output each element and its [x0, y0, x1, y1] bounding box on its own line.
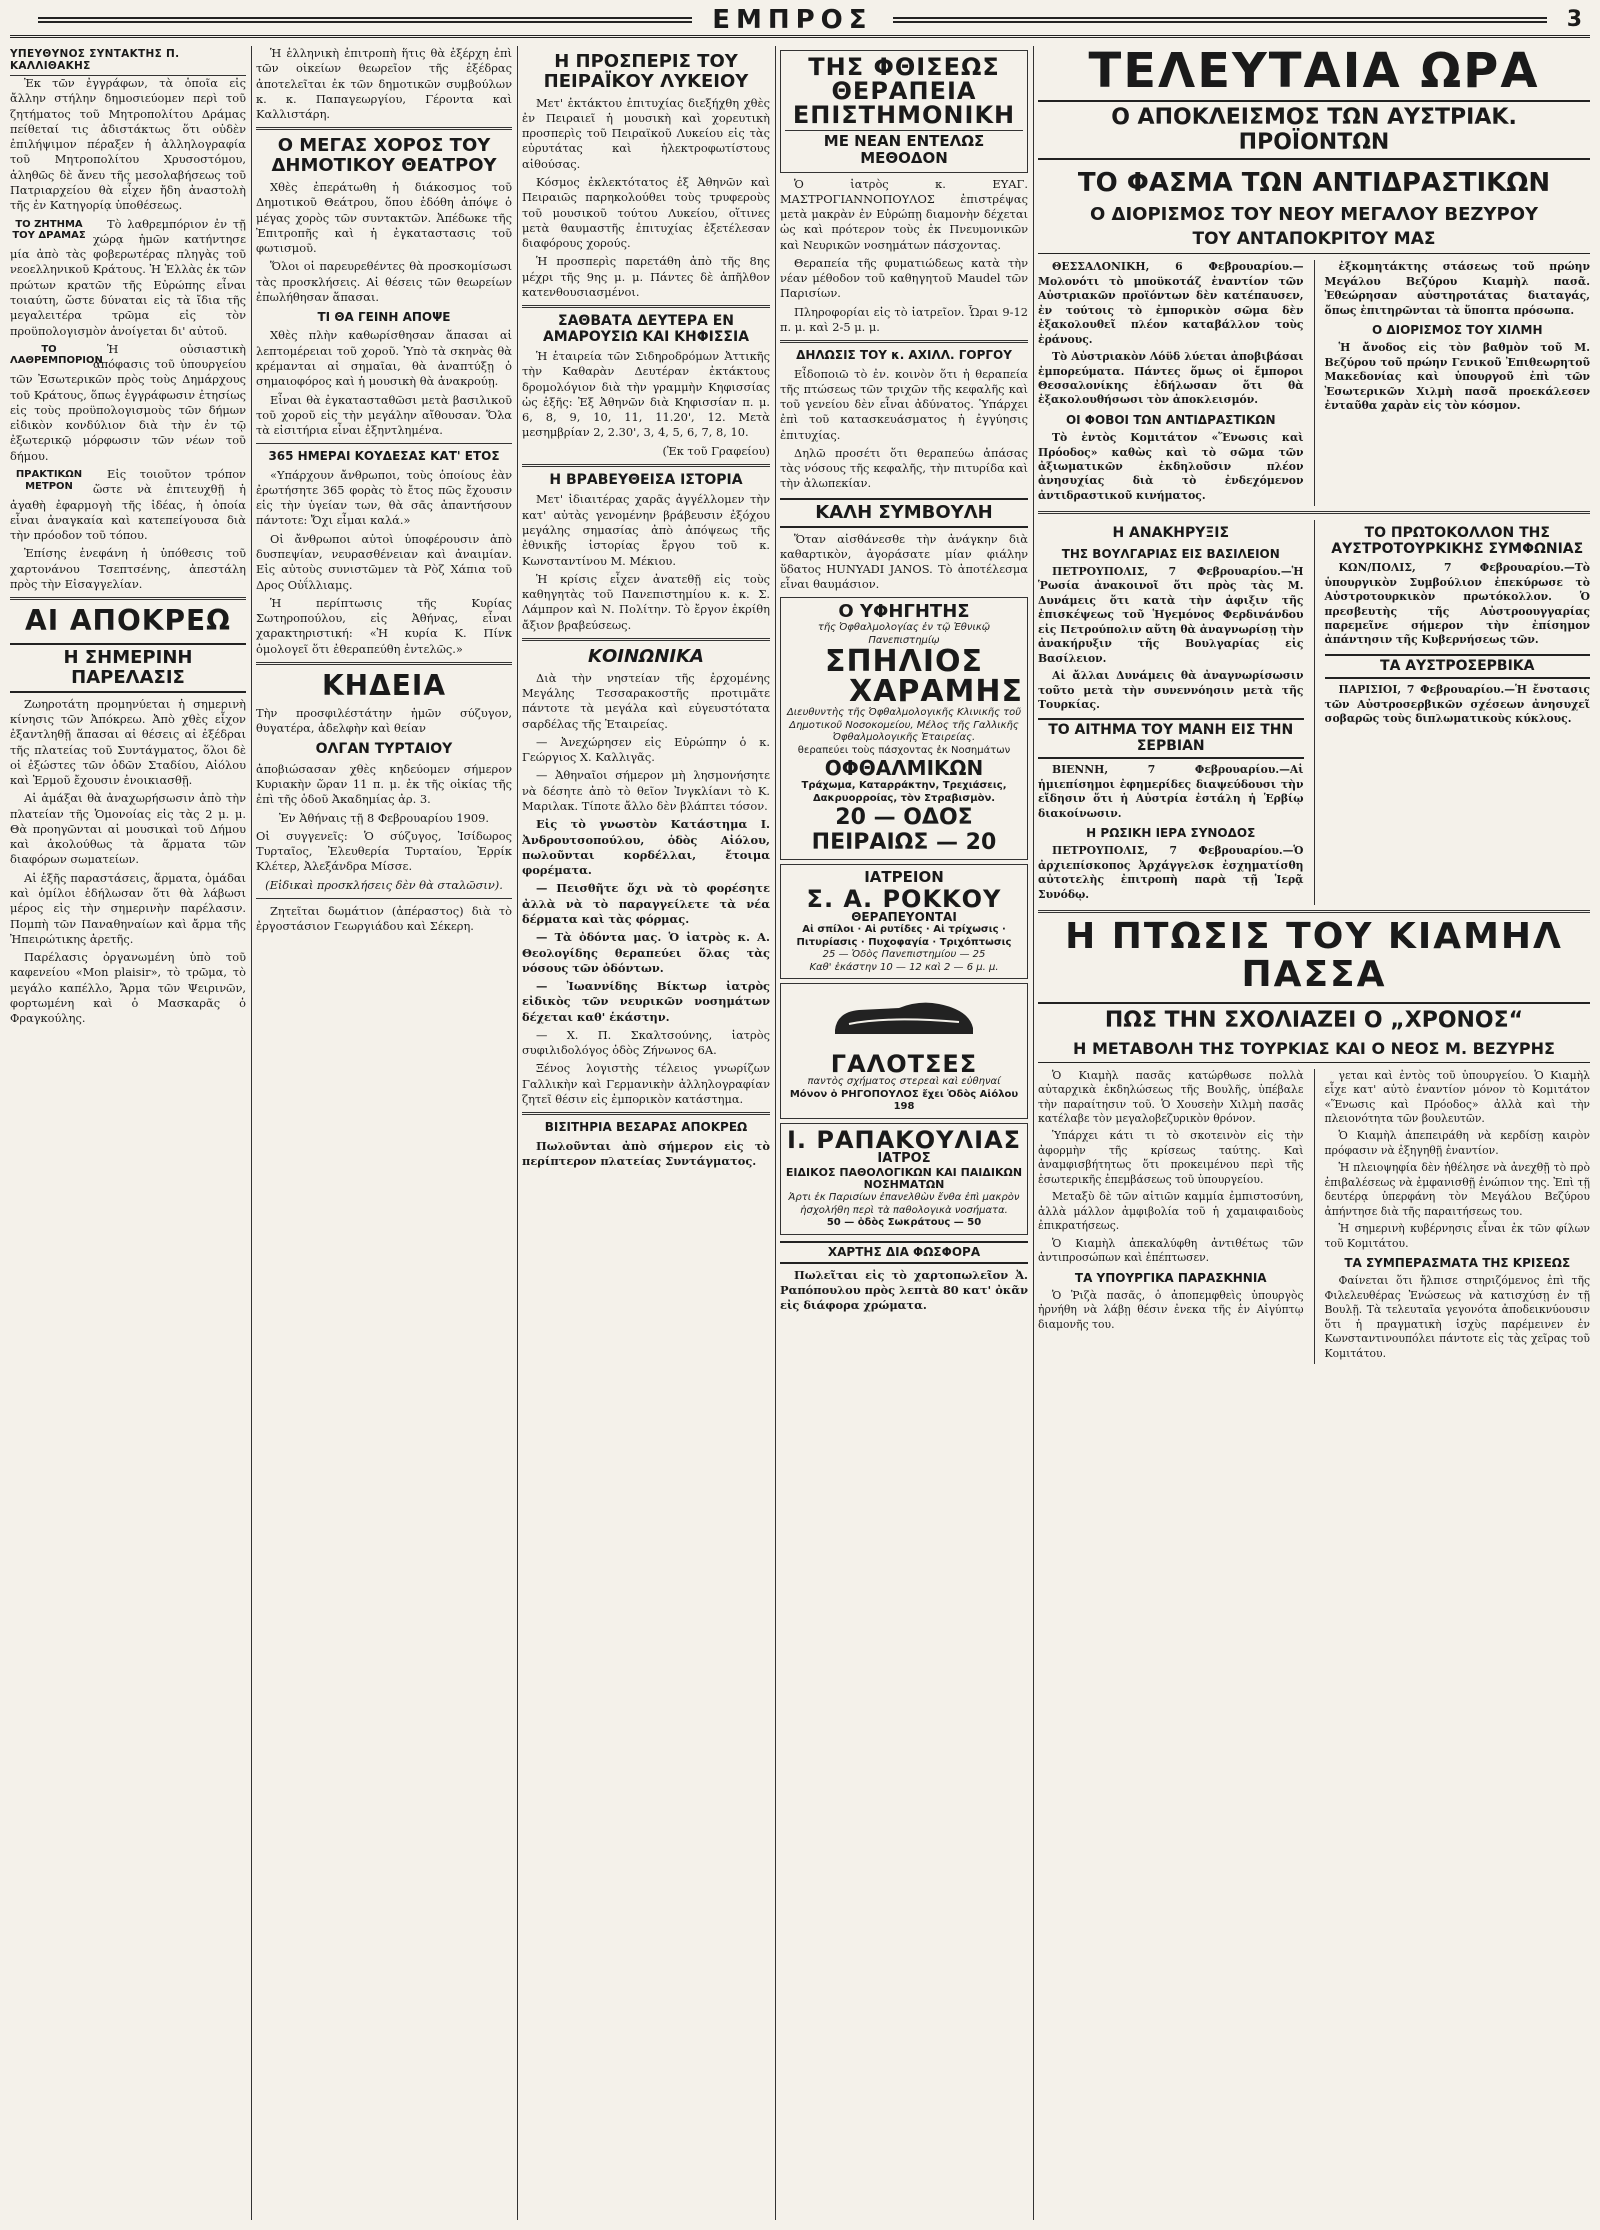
section-rule	[780, 340, 1028, 343]
article-paragraph: Τὸ λαθρεμπόριον ἐν τῇ χώρᾳ ἡμῶν κατήντησε μία ἀπὸ τὰς φοβερωτέρας πληγὰς τοῦ νεοελληνικοῦ Κράτους. Ἡ Ἑλλὰς ἐκ τῶν πρώτων κρατῶν τῆς Εὐρώπης εἶναι τοιαύτη, ὥστε δύναται εἰς τὰ ἴδια τῆς μεγαλειτέρα τρῶμα εἰς τὸν προϋπολογισμὸν ἀνοίγεται δι' αὐτοῦ.	[10, 216, 246, 338]
article-paragraph: Ὑπάρχει κάτι τι τὸ σκοτεινὸν εἰς τὴν ἀφορμὴν τῆς κρίσεως ταύτης. Καὶ ἀναμφισβήτητως ὅτι προκειμένου περὶ τῆς ἐσωτερικῆς ἐπεμβάσεως τοῦ ὑπουργείου.	[1038, 1129, 1304, 1186]
obituary-name: ΟΛΓΑΝ ΤΥΡΤΑΙΟΥ	[315, 741, 453, 758]
article-subtitle: Η ΜΕΤΑΒΟΛΗ ΤΗΣ ΤΟΥΡΚΙΑΣ ΚΑΙ Ο ΝΕΟΣ Μ. ΒΕΖΥΡΗΣ	[1038, 1039, 1590, 1063]
article-paragraph: Αἱ ἑξῆς παραστάσεις, ἅρματα, ὁμάδαι καὶ ὁμίλοι ἐδήλωσαν ὅτι θὰ λάβωσι μέρος εἰς τὴν σημερινὴν παρέλασιν. Πομπὴ τῶν Παναθηναίων καὶ ἄρμα τῆς Ἠπειρώτικης ἀρετῆς.	[10, 870, 246, 946]
article-paragraph: Δηλῶ προσέτι ὅτι θεραπεύω ἀπάσας τὰς νόσους τῆς κεφαλῆς, τὴν πιτυρίδα καὶ τὴν ἀλωπεκίαν.	[780, 445, 1028, 491]
article-paragraph: Χθὲς πλὴν καθωρίσθησαν ἅπασαι αἱ λεπτομέρειαι τοῦ χοροῦ. Ὑπὸ τὰ σκηνὰς θὰ κρέμανται αἱ σημαῖαι, θὰ ἀναπτύξῃ ὁ σημαιοφόρος καὶ ἡ μουσικὴ θὰ ἀνακρούῃ.	[256, 328, 512, 389]
ad-subheadline: ΜΕ ΝΕΑΝ ΕΝΤΕΛΩΣ ΜΕΘΟΔΟΝ	[785, 130, 1023, 168]
section-heading: ΧΑΡΤΗΣ ΔΙΑ ΦΩΣΦΟΡΑ	[780, 1241, 1028, 1264]
obituary-relatives: Οἱ συγγενεῖς: Ὁ σύζυγος, Ἰσίδωρος Τυρταῖος, Ἐλευθερία Τυρταίου, Ἑρρίκ Κλέτερ, Ἀλεξάνδρα Μίσσε.	[256, 828, 512, 874]
article-paragraph: — Ἀνεχώρησεν εἰς Εὐρώπην ὁ κ. Γεώργιος Χ. Καλλιγᾶς.	[522, 734, 770, 765]
ad-line: Ἀρτι ἐκ Παρισίων ἐπανελθὼν ἔνθα ἐπὶ μακρὸν ἠσχολήθη περὶ τὰ παθολογικὰ νοσήματα.	[788, 1192, 1020, 1216]
bold-notice: — Ἰωαννίδης Βίκτωρ ἰατρὸς εἰδικὸς τῶν νευρικῶν νοσημάτων δέχεται καθ' ἑκάστην.	[522, 979, 770, 1024]
article-paragraph: Ἡ ἑταιρεία τῶν Σιδηροδρόμων Ἀττικῆς τὴν Καθαρὰν Δευτέραν ἐκτάκτους δρομολόγιον διὰ τὴν γραμμὴν Κηφισσίας ὡς ἑξῆς: Ἐξ Ἀθηνῶν διὰ Κηφισσίαν π. μ. 6, 8, 9, 10, 11, 11.20', 12. Μετὰ μεσημβρίαν 2, 2.30', 3, 4, 5, 6, 7, 8, 10.	[522, 349, 770, 440]
ad-text: Θεραπεία τῆς φυματιώδεως κατὰ τὴν νέαν μέθοδον τοῦ καθηγητοῦ Maudel τῶν Παρισίων.	[780, 255, 1028, 301]
article-paragraph: Μετ' ἰδιαιτέρας χαρᾶς ἀγγέλλομεν τὴν κατ' αὐτὰς γενομένην βράβευσιν ἐξόχου μεγάλης σημασίας ἀπὸ ἀπόψεως τῆς ἐθνικῆς ἱστορίας ἔργου τοῦ κ. Κωνσταντίνου Μ. Μέκιου.	[522, 492, 770, 568]
column-rule	[1033, 46, 1034, 2220]
section-subheading: ΤΑ ΥΠΟΥΡΓΙΚΑ ΠΑΡΑΣΚΗΝΙΑ	[1074, 1270, 1267, 1285]
section-heading: Ο ΜΕΓΑΣ ΧΟΡΟΣ ΤΟΥ ΔΗΜΟΤΙΚΟΥ ΘΕΑΤΡΟΥ	[271, 135, 497, 177]
side-heading: ΤΟ ΛΑΘΡΕΜΠΟΡΙΟΝ	[10, 343, 103, 367]
ad-line: θεραπεύει τοὺς πάσχοντας ἐκ Νοσημάτων	[797, 744, 1011, 756]
bold-notice: Εἰς τὸ γνωστὸν Κατάστημα Ι. Ἀνδρουτσοπούλου, ὁδὸς Αἰόλου, πωλοῦνται κορδέλλαι, ἔτοιμα φορέματα.	[522, 817, 770, 878]
article-paragraph: — Ἀθηναῖοι σήμερον μὴ λησμονήσητε νὰ δέσητε ἀπὸ τὸ θεῖον Ἰνγκλίανι τὸ Κ. Μαριλακ. Τίποτε ἄλλο δὲν βλάπτει τόσον.	[522, 768, 770, 813]
kiamil-headline-block	[1038, 918, 1590, 1063]
ad-line: ΟΦΘΑΛΜΙΚΩΝ	[824, 756, 984, 781]
article-paragraph: Αἱ ἁμάξαι θὰ ἀναχωρήσωσιν ἀπὸ τὴν πλατείαν τῆς Ὁμονοίας εἰς τὰς 2 μ. μ. Θὰ προηγῶνται αἱ μουσικαὶ τοῦ Δήμου καὶ ἀκολούθως τὰ ἅρματα τῶν διαφόρων σωματείων.	[10, 791, 246, 867]
lead-subtitle: Ο ΑΠΟΚΛΕΙΣΜΟΣ ΤΩΝ ΑΥΣΤΡΙΑΚ. ΠΡΟΪΟΝΤΩΝ	[1038, 100, 1590, 160]
bold-notice: Πωλεῖται εἰς τὸ χαρτοπωλεῖον Ἀ. Ραπόπουλου πρὸς λεπτὰ 80 κατ' ὀκᾶν εἰς διάφορα χρώματα.	[780, 1267, 1028, 1313]
dispatch-paragraph: ἐξκομητάκτης στάσεως τοῦ πρώην Μεγάλου Βεζύρου Κιαμὴλ πασᾶ. Ἐθεώρησαν αὐστηροτάτας διαταγάς, ὅπως ἐπιτηρῶνται τὰ ὕποπτα πρόσωπα.	[1324, 260, 1590, 317]
article-paragraph: — Χ. Π. Σκαλτσούνης, ἰατρὸς συφιλιδολόγος ὁδὸς Ζήνωνος 6Α.	[522, 1027, 770, 1058]
ad-name: Ι. ΡΑΠΑΚΟΥΛΙΑΣ	[786, 1125, 1022, 1154]
tuberculosis-ad	[780, 50, 1028, 173]
bold-notice: — Τὰ ὀδόντα μας. Ὁ ἰατρὸς κ. Α. Θεολογίδης θεραπεύει ὅλας τὰς νόσους τῶν ὀδόντων.	[522, 930, 770, 975]
obituary-text: ἀποβιώσασαν χθὲς κηδεύομεν σήμερον Κυριακὴν ὥραν 11 π. μ. ἐκ τῆς οἰκίας τῆς ἐπὶ τῆς ὁδοῦ Ἀκαδημίας ἀρ. 3.	[256, 761, 512, 807]
news-subcolumn	[1038, 520, 1304, 905]
column-4	[780, 46, 1028, 2220]
ad-text: Πληροφορίαι εἰς τὸ ἰατρεῖον. Ὧραι 9-12 π. μ. καὶ 2-5 μ. μ.	[780, 304, 1028, 335]
obituary-text: Τὴν προσφιλέστάτην ἡμῶν σύζυγον, θυγατέρα, ἀδελφὴν καὶ θείαν	[256, 705, 512, 736]
lead-subtitle: ΤΟ ΦΑΣΜΑ ΤΩΝ ΑΝΤΙΔΡΑΣΤΙΚΩΝ	[1077, 168, 1551, 199]
article-paragraph: Μεταξὺ δὲ τῶν αἰτιῶν καμμία ἐμπιστοσύνη, ἀλλὰ μάλλον ἀμφιβολία τοῦ ἡ χαμαιφαιδοὺς ἐπικρατήσεως.	[1038, 1190, 1304, 1233]
obituary-date: Ἐν Ἀθήναις τῇ 8 Φεβρουαρίου 1909.	[278, 810, 490, 825]
dispatch-paragraph: ΚΩΝ/ΠΟΛΙΣ, 7 Φεβρουαρίου.—Τὸ ὑπουργικὸν Συμβούλιον ἐπεκύρωσε τὸ Αὐστροτουρκικὸν πρωτόκολλον. Ὁ πρεσβευτὴς τῆς Αὐστροουγγαρίας παρεμεῖνε σήμερον τὴν ἐπίσημον ἀπάντησιν τῆς Κυβερνήσεως τῶν.	[1324, 561, 1590, 647]
section-heading: ΔΗΛΩΣΙΣ ΤΟΥ κ. ΑΧΙΛΛ. ΓΟΡΓΟΥ	[796, 348, 1012, 363]
dispatch-paragraph: Αἱ ἄλλαι Δυνάμεις θὰ ἀναγνωρίσωσιν τοῦτο μετὰ τὴν συνεννόησιν μετὰ τῆς Τουρκίας.	[1038, 669, 1304, 712]
news-subcolumn	[1325, 260, 1591, 506]
ad-line: Μόνον ὁ ΡΗΓΟΠΟΥΛΟΣ ἔχει Ὁδὸς Αἰόλου 198	[789, 1088, 1019, 1113]
ad-line: τῆς Ὀφθαλμολογίας ἐν τῷ Ἐθνικῷ Πανεπιστημίῳ	[817, 622, 991, 646]
section-rule	[256, 662, 512, 665]
editor-byline: ΥΠΕΥΘΥΝΟΣ ΣΥΝΤΑΚΤΗΣ Π. ΚΑΛΛΙΘΑΚΗΣ	[10, 46, 246, 76]
dispatch-paragraph: ΘΕΣΣΑΛΟΝΙΚΗ, 6 Φεβρουαρίου.—Μολονότι τὸ μποϋκοτάζ ἐναντίον τῶν Αὐστριακῶν προϊόντων δὲν κατέπαυσεν, ἐν τούτοις τὸ ἐμπορικὸν σῶμα δὲν ἐξακολουθεῖ πλέον καταβάλλον τοὺς ἐράνους.	[1038, 260, 1304, 346]
masthead-rule	[893, 17, 1547, 23]
article-paragraph: Ὁ Κιαμὴλ πασᾶς κατώρθωσε πολλὰ αὐταρχικὰ ἐκδηλώσεως τῆς Βουλῆς, ὑπέβαλε τὴν παραίτησιν τοῦ. Ὁ Χουσεὴν Χιλμὴ πασᾶς κατέλαβε τὸν μεγαλοβεζυρικὸν θρόνον.	[1038, 1068, 1304, 1126]
signature: (Ἐκ τοῦ Γραφείου)	[662, 443, 770, 458]
article-paragraph: Εἶδοποιῶ τὸ ἐν. κοινὸν ὅτι ἡ θεραπεία τῆς πτώσεως τῶν τριχῶν τῆς κεφαλῆς καὶ τοῦ γενείου δὲν εἶναι ἀδύνατος. Ὑπάρχει ἐπὶ τοῦ κατασκευάσματος ἡ ἐγγύησις ἐπιτυχίας.	[780, 366, 1028, 442]
article-paragraph: Ἡ κρίσις εἶχεν ἀνατεθῇ εἰς τοὺς καθηγητὰς τοῦ Πανεπιστημίου κ. κ. Σ. Λάμπρον καὶ Ν. Πολίτην. Τὸ ἔργον ἐκρίθη ἄξιον βραβεύσεως.	[522, 571, 770, 632]
article-paragraph: Ἐκ τῶν ἐγγράφων, τὰ ὁποῖα εἰς ἄλλην στήλην δημοσιεύομεν περὶ τοῦ ζητήματος τοῦ Μητροπολίτου Δράμας πείθεταί τις ἀδιστάκτως ὅτι οὐδὲν ἐπιλήψιμον πέραξεν ἡ ἀλληλογραφία τοῦ Μητροπολίτου Χρυσοστόμου, ἀληθῶς δὲ ἄνευ τῆς μεσολαβήσεως τοῦ Πατριαρχείου θὰ εἶχεν ἤδη ἀναστολὴ τῆς ἐν Κατηγορίᾳ ὑποθέσεως.	[10, 76, 246, 213]
section-heading: ΣΑΘΒΑΤΑ ΔΕΥΤΕΡΑ ΕΝ ΑΜΑΡΟΥΣΙΩ ΚΑΙ ΚΗΦΙΣΣΙΑ	[542, 313, 750, 345]
article-paragraph: Ὅταν αἰσθάνεσθε τὴν ἀνάγκην διὰ καθαρτικὸν, ἀγοράσατε μίαν φιάλην ὕδατος HUNYADI JANOS. Τὸ ἀποτέλεσμα εἶναι θαυμάσιον.	[780, 531, 1028, 592]
article-paragraph: Εἰς τοιοῦτον τρόπον ὥστε νὰ ἐπιτευχθῇ ἡ ἀγαθὴ ἐφαρμογὴ τῆς ἰδέας, ἡ ὁποία εἶναι ἀναγκαία καὶ κατεπείγουσα διὰ τὴν πρόοδον τοῦ τόπου.	[10, 467, 246, 543]
section-rule	[256, 898, 512, 899]
section-rule	[522, 638, 770, 641]
section-rule	[522, 1112, 770, 1115]
ad-name: Σ. Α. ΡΟΚΚΟΥ	[806, 884, 1002, 913]
ad-line: παντὸς σχήματος στερεαὶ καὶ εὐθηναί	[807, 1076, 1001, 1088]
article-paragraph: Παρέλασις ὀργανωμένη ὑπὸ τοῦ καφενείου «Mon plaisir», τὸ τρῶμα, τὸ μεγάλο καπέλλο, Ἄρμα τῶν Ψειρινῶν, φορτωμένη καὶ ὁ Μασκαρᾶς ὁ Φραγκούλης.	[10, 950, 246, 1026]
ad-line: ΕΙΔΙΚΟΣ ΠΑΘΟΛΟΓΙΚΩΝ ΚΑΙ ΠΑΙΔΙΚΩΝ ΝΟΣΗΜΑΤΩΝ	[785, 1165, 1023, 1192]
ophthalmologist-ad	[780, 597, 1028, 861]
bold-notice: — Πεισθῆτε ὅχι νὰ τὸ φορέσητε ἀλλὰ νὰ τὸ παραγγείλετε τὰ νέα δέρματα καὶ τὰς φόρμας.	[522, 881, 770, 926]
section-heading: ΚΟΙΝΩΝΙΚΑ	[588, 645, 704, 667]
column-3	[522, 46, 770, 2220]
section-heading: ΒΙΣΙΤΗΡΙΑ ΒΕΣΑΡΑΣ ΑΠΟΚΡΕΩ	[544, 1120, 748, 1135]
section-subheading: ΤΙ ΘΑ ΓΕΙΝΗ ΑΠΟΨΕ	[317, 310, 451, 325]
article-paragraph: Χθὲς ἐπεράτωθη ἡ διάκοσμος τοῦ Δημοτικοῦ Θεάτρου, ὅπου ἐδόθη ἀπόψε ὁ μέγας χορὸς τῶν συντακτῶν. Ἀπέδωκε τῆς Ἐπιτροπῆς καὶ ἡ ἐγκαταστασις τοῦ φωτισμοῦ.	[256, 180, 512, 256]
article-paragraph: Ἡ προσπερὶς παρετάθη ἀπὸ τῆς 8ης μέχρι τῆς 9ης μ. μ. Πάντες δὲ ἀπῆλθον κατενθουσιασμένοι.	[522, 254, 770, 299]
article-paragraph: Ὁ Κιαμὴλ ἀπεκαλύφθη ἀντιθέτως τῶν ἀντιπροσώπων καὶ ἐπέπτωσεν.	[1038, 1236, 1304, 1265]
dispatch-paragraph: Ἡ ἄνοδος εἰς τὸν βαθμὸν τοῦ Μ. Βεζύρου τοῦ πρώην Γενικοῦ Ἐπιθεωρητοῦ Μακεδονίας καὶ ὑπουργοῦ ἐπὶ τῶν Ἐσωτερικῶν Χιλμὴ πασᾶ προεκάλεσεν ἐνταῦθα χαρὰν εἰς τὸν κόσμον.	[1324, 341, 1590, 413]
section-subheading: ΟΙ ΦΟΒΟΙ ΤΩΝ ΑΝΤΙΔΡΑΣΤΙΚΩΝ	[1065, 412, 1276, 427]
section-rule	[1038, 511, 1590, 514]
column-rule	[251, 46, 252, 2220]
article-paragraph: Ἡ οὐσιαστικὴ ἀπόφασις τοῦ ὑπουργείου τῶν Ἐσωτερικῶν πρὸς τοὺς Δημάρχους τοῦ Κράτους, ὅπως ἐγγράφωσιν ἐτησίως εἰς τοὺς προϋπολογισμοὺς τῶν δήμων εἰδικὸν κονδύλιον διὰ τὴν ἐν τῷ ἐξωτερικῷ μόρφωσιν τῶν νέων τοῦ δήμου.	[10, 341, 246, 463]
article-paragraph: Μετ' ἐκτάκτου ἐπιτυχίας διεξήχθη χθὲς ἐν Πειραιεῖ ἡ μουσικὴ καὶ χορευτικὴ προσπερὶς τοῦ Πειραϊκοῦ Λυκείου εἰς τὰς εὐρυτάτας καὶ ἡλεκτροφωτίστους αἰθούσας.	[522, 95, 770, 171]
article-paragraph: Διὰ τὴν νηστείαν τῆς ἐρχομένης Μεγάλης Τεσσαρακοστῆς προτιμᾶτε πάντοτε τὰ μεγάλα καὶ εὐγευστότατα σαρδέλας τῆς Ἐταιρείας.	[522, 670, 770, 731]
lead-subtitle: Ο ΔΙΟΡΙΣΜΟΣ ΤΟΥ ΝΕΟΥ ΜΕΓΑΛΟΥ ΒΕΖΥΡΟΥ	[1089, 204, 1539, 226]
section-heading: ΤΟ ΠΡΩΤΟΚΟΛΛΟΝ ΤΗΣ ΑΥΣΤΡΟΤΟΥΡΚΙΚΗΣ ΣΥΜΦΩΝΙΑΣ	[1331, 525, 1584, 557]
masthead-rule	[38, 17, 692, 23]
article-paragraph: Ἡ σημερινὴ κυβέρνησις εἶναι ἐκ τῶν φίλων τοῦ Κομιτάτου.	[1324, 1222, 1590, 1250]
news-two-column	[1038, 520, 1590, 905]
ad-text: Ὁ ἰατρὸς κ. ΕΥΑΓ. ΜΑΣΤΡΟΓΙΑΝΝΟΠΟΥΛΟΣ ἐπιστρέψας μετὰ μακρὰν ἐν Εὐρώπῃ διαμονὴν δέχεται ὡς καὶ πρότερον τοὺς ἐκ Πνευμονικῶν καὶ Νευρικῶν νοσημάτων πάσχοντας.	[780, 176, 1028, 252]
lead-headline-block	[1038, 46, 1590, 254]
column-rule	[1314, 1069, 1315, 1364]
dispatch-paragraph: Τὸ Αὐστριακὸν Λόϋδ λύεται ἀποβιβάσαι ἐμπορεύματα. Πάντες ὅμως οἱ ἔμποροι Θεσσαλονίκης ἐδήλωσαν ὅτι θὰ ἐξακολουθήσωσι τὸν ἀποκλεισμόν.	[1038, 350, 1304, 407]
side-heading: ΤΟ ΖΗΤΗΜΑ ΤΟΥ ΔΡΑΜΑΣ	[12, 218, 86, 242]
masthead	[10, 4, 1590, 38]
ad-name: ΣΠΗΛΙΟΣ	[824, 644, 984, 680]
ad-line: Αἱ σπίλοι · Αἱ ρυτίδες · Αἱ τρίχωσις · Πιτυρίασις · Πυχοφαγία · Τριχόπτωσις	[796, 924, 1012, 948]
ad-line: ΙΑΤΡΕΙΟΝ	[864, 868, 944, 887]
ad-headline: ΤΗΣ ΦΘΙΣΕΩΣ ΘΕΡΑΠΕΙΑ ΕΠΙΣΤΗΜΟΝΙΚΗ	[792, 53, 1016, 129]
ad-address: 20 — ΟΔΟΣ ΠΕΙΡΑΙΩΣ — 20	[811, 805, 997, 856]
section-subheading: ΤΑ ΣΥΜΠΕΡΑΣΜΑΤΑ ΤΗΣ ΚΡΙΣΕΩΣ	[1344, 1256, 1571, 1271]
column-rule	[1314, 520, 1315, 905]
obituary-heading: ΚΗΔΕΙΑ	[321, 668, 446, 702]
article-paragraph: Ἡ περίπτωσις τῆς Κυρίας Σωτηροπούλου, εἰς Ἀθήνας, εἶναι χαρακτηριστική: «Ἡ κυρία Κ. Πίνκ ὁμολογεῖ ὅτι ἐθεραπεύθη ἐντελῶς.»	[256, 595, 512, 656]
article-paragraph: Ὁ Κιαμὴλ ἀπεπειράθη νὰ κερδίσῃ καιρὸν πρόφασιν νὰ ἐξηγηθῇ ἐναντίον.	[1324, 1129, 1590, 1157]
lead-subtitle: ΤΟΥ ΑΝΤΑΠΟΚΡΙΤΟΥ ΜΑΣ	[1038, 229, 1590, 254]
news-subcolumn	[1038, 1069, 1304, 1364]
side-heading: ΠΡΑΚΤΙΚΩΝ ΜΕΤΡΟΝ	[15, 469, 83, 492]
dispatch-paragraph: Τὸ ἐντὸς Κομιτάτον «Ἕνωσις καὶ Πρόοδος» καθὼς καὶ τὸ σῶμα τῶν ἀξιωματικῶν ἐκδηλοῦσιν πλέον ἀνησυχίας διὰ τὸ ἐνδεχόμενον ἀντιδραστικοῦ κινήματος.	[1038, 431, 1304, 502]
dispatch-paragraph: ΠΑΡΙΣΙΟΙ, 7 Φεβρουαρίου.—Ἡ ἔνστασις τῶν Αὐστροσερβικῶν σχέσεων ἀνησυχεῖ σοβαρῶς τοὺς διπλωματικοὺς κύκλους.	[1324, 683, 1590, 726]
section-heading: Η ΒΡΑΒΕΥΘΕΙΣΑ ΙΣΤΟΡΙΑ	[549, 472, 743, 488]
section-rule	[522, 464, 770, 467]
ad-line: Ο ΥΦΗΓΗΤΗΣ	[838, 600, 970, 622]
section-heading: Η ΡΩΣΙΚΗ ΙΕΡΑ ΣΥΝΟΔΟΣ	[1086, 826, 1256, 841]
bold-notice: Πωλοῦνται ἀπὸ σήμερον εἰς τὸ περίπτερον πλατείας Συντάγματος.	[522, 1138, 770, 1168]
obituary-note: (Εἰδικαὶ προσκλήσεις δὲν θὰ σταλῶσιν).	[265, 877, 503, 892]
column-rule	[775, 46, 776, 2220]
article-paragraph: Οἱ ἄνθρωποι αὐτοὶ ὑποφέρουσιν ἀπὸ δυσπεψίαν, νευρασθένειαν καὶ ἀναιμίαν. Εἰς αὐτοὺς συνιστῶμεν τὰ Ρὸζ Χάπια τοῦ Δρος Οὐΐλλιαμς.	[256, 531, 512, 592]
article-subtitle: ΠΩΣ ΤΗΝ ΣΧΟΛΙΑΖΕΙ Ο „ΧΡΟΝΟΣ“	[1038, 1002, 1590, 1033]
dispatch-paragraph: ΒΙΕΝΝΗ, 7 Φεβρουαρίου.—Αἱ ἡμιεπίσημοι ἐφημερίδες διαψεύδουσι τὴν εἴδησιν ὅτι ἡ Αὐστρία ἐστάλη ἡ Ἑρβίῳ διακοίνωσιν.	[1038, 763, 1304, 820]
ad-line: Τράχωμα, Καταρράκτην, Τρεχιάσεις, Δακρυορροίας, τὸν Στραβισμὸν.	[801, 780, 1007, 804]
news-two-column	[1038, 1069, 1590, 1364]
ad-line: Διευθυντὴς τῆς Ὀφθαλμολογικῆς Κλινικῆς τοῦ Δημοτικοῦ Νοσοκομείου, Μέλος τῆς Γαλλικῆς Ὀφθαλμολογικῆς Ἑταιρείας.	[786, 707, 1022, 744]
classified-ad: Ζητεῖται δωμάτιον (ἀπέραστος) διὰ τὸ ἐργοστάσιον Γεωργιάδου καὶ Σέκερη.	[256, 903, 512, 934]
article-paragraph: Κόσμος ἐκλεκτότατος ἐξ Ἀθηνῶν καὶ Πειραιῶς παρηκολούθει τοὺς τρυφεροὺς τοῦ μουσικοῦ τούτου Λυκείου, οἵτινες μετὰ θαυμαστῆς ἐπιτυχίας ἐξετέλεσαν διαφόρους χορούς.	[522, 175, 770, 251]
galoshes-ad	[780, 983, 1028, 1119]
section-subheading: ΤΗΣ ΒΟΥΛΓΑΡΙΑΣ ΕΙΣ ΒΑΣΙΛΕΙΟΝ	[1061, 546, 1280, 561]
column-5	[1038, 46, 1590, 2220]
article-paragraph: Ξένος λογιστὴς τέλειος γνωρίζων Γαλλικὴν καὶ Γερμανικὴν ἀλληλογραφίαν ζητεῖ θέσιν εἰς ἐμπορικὸν κατάστημα.	[522, 1061, 770, 1107]
article-paragraph: Ὁ Ῥιζὰ πασᾶς, ὁ ἀποπεμφθεὶς ὑπουργὸς ἠρνήθη νὰ λάβῃ θέσιν ἐνεκα τῆς ἐν Αἰγύπτῳ διαμονῆς του.	[1038, 1288, 1304, 1331]
article-paragraph: γεται καὶ ἐντὸς τοῦ ὑπουργείου. Ὁ Κιαμὴλ εἶχε κατ' αὐτὸ ἐναντίον μόνον τὸ Κομιτάτον «Ἕνωσις καὶ Πρόοδος» ἀλλὰ καὶ τὴν πλειονότητα τῶν βουλευτῶν.	[1324, 1068, 1590, 1126]
ad-address: 25 — Ὁδὸς Πανεπιστημίου — 25	[822, 949, 986, 961]
section-heading: Η ΠΡΟΣΠΕΡΙΣ ΤΟΥ ΠΕΙΡΑΪΚΟΥ ΛΥΚΕΙΟΥ	[543, 51, 749, 92]
section-rule	[10, 597, 246, 600]
section-heading: ΚΑΛΗ ΣΥΜΒΟΥΛΗ	[780, 498, 1028, 528]
newspaper-title: ΕΜΠΡΟΣ	[712, 4, 873, 35]
section-heading: 365 ΗΜΕΡΑΙ ΚΟΥΔΕΣΑΣ ΚΑΤ' ΕΤΟΣ	[268, 449, 500, 464]
section-rule	[256, 127, 512, 130]
section-rule	[256, 443, 512, 444]
ad-address: 50 — ὁδὸς Σωκράτους — 50	[826, 1217, 982, 1229]
article-title: Η ΠΤΩΣΙΣ ΤΟΥ ΚΙΑΜΗΛ ΠΑΣΣΑ	[1065, 916, 1563, 995]
article-paragraph: Ζωηροτάτη προμηνύεται ἡ σημερινὴ κίνησις τῶν Ἀπόκρεω. Ἀπὸ χθὲς εἶχον ἐξαντληθῇ ἅπασαι αἱ θέσεις αἱ ἐξέδραι τῆς πλατείας τοῦ Συντάγματος, ὅλοι δὲ οἱ ἐξώστες τῶν ὁδῶν Σταδίου, Αἰόλου καὶ Ἑρμοῦ ἔχουσιν ἐνοικιασθῇ.	[10, 696, 246, 788]
rapakoulias-ad	[780, 1123, 1028, 1235]
page-number: 3	[1566, 7, 1582, 32]
news-subcolumn	[1038, 260, 1304, 506]
section-subheading: Η ΣΗΜΕΡΙΝΗ ΠΑΡΕΛΑΣΙΣ	[10, 643, 246, 693]
article-paragraph: Ἡ πλειοψηφία δὲν ἠθέλησε νὰ ἀνεχθῇ τὸ πρὸ ἐπιβαλέσεως νὰ ἐμφανισθῇ ἐνώπιον της. Ἐπὶ τῇ δευτέρᾳ ὑπερφάνη τὸν Μεγάλου Βεζύρου ἀπήντησε διὰ τῆς παραιτήσεως του.	[1324, 1161, 1590, 1218]
news-subcolumn	[1325, 1069, 1591, 1364]
article-paragraph: Ὅλοι οἱ παρευρεθέντες θὰ προσκομίσωσι τὰς προσκλήσεις. Αἱ θέσεις τῶν θεωρείων ἐπωλήθησαν ἅπασαι.	[256, 259, 512, 304]
article-paragraph: «Υπάρχουν ἄνθρωποι, τοὺς ὁποίους ἐὰν ἐρωτήσητε 365 φορὰς τὸ ἔτος πῶς ἔχουσιν εἰς τὴν ὑγείαν των, θὰ σᾶς ἀπαντήσουν πάντοτε: Ὄχι εἶμαι καλά.»	[256, 467, 512, 528]
ad-name: ΧΑΡΑΜΗΣ	[848, 674, 1023, 710]
ad-line: ΘΕΡΑΠΕΥΟΝΤΑΙ	[851, 909, 957, 924]
dispatch-paragraph: ΠΕΤΡΟΥΠΟΛΙΣ, 7 Φεβρουαρίου.—Ἡ Ῥωσία ἀνακοινοῖ ὅτι πρὸς τὰς Μ. Δυνάμεις ὅτι κατὰ τὴν ἀφιξιν τῆς ἐπισκέψεως τοῦ Ἡγεμόνος Φερδινάνδου εἰς Πετρούπολιν αὕτη θὰ ἀναγνωρίσῃ τὴν ἀνακήρυξιν τῆς Βουλγαρίας εἰς Βασίλειον.	[1038, 564, 1304, 665]
article-paragraph: Ἡ ἑλληνικὴ ἐπιτροπὴ ἥτις θὰ ἐξέρχη ἐπὶ τῶν οἰκείων θεωρεῖον τῆς ἑξέδρας ἀποτελεῖται ἐκ τῶν δημοτικῶν συμβούλων κ. κ. Παπαγεωργίου, Γέροντα καὶ Καλλιστάρη.	[256, 46, 512, 122]
galosh-icon	[829, 994, 979, 1042]
ad-hours: Καθ' ἑκάστην 10 — 12 καὶ 2 — 6 μ. μ.	[809, 961, 999, 973]
section-rule	[522, 305, 770, 308]
lead-title: ΤΕΛΕΥΤΑΙΑ ΩΡΑ	[1088, 46, 1540, 99]
section-subheading: Ο ΔΙΟΡΙΣΜΟΣ ΤΟΥ ΧΙΛΜΗ	[1371, 323, 1543, 338]
rokkou-clinic-ad	[780, 864, 1028, 979]
column-2	[256, 46, 512, 2220]
news-subcolumn	[1325, 520, 1591, 905]
section-heading: ΤΟ ΑΙΤΗΜΑ ΤΟΥ ΜΑΝΗ ΕΙΣ ΤΗΝ ΣΕΡΒΙΑΝ	[1038, 718, 1304, 759]
section-heading: Η ΑΝΑΚΗΡΥΞΙΣ	[1112, 525, 1230, 542]
ad-line: ΙΑΤΡΟΣ	[877, 1150, 931, 1166]
section-heading: ΤΑ ΑΥΣΤΡΟΣΕΡΒΙΚΑ	[1325, 654, 1591, 679]
article-paragraph: Εἶναι θὰ ἐγκατασταθῶσι μετὰ βασιλικοῦ τοῦ χοροῦ εἰς τὴν μεγάλην αἴθουσαν. Ὅλα τὰ εἰσιτήρια εἶναι ἐξηντλημένα.	[256, 392, 512, 438]
article-paragraph: Ἐπίσης ἐνεφάνη ἡ ὑπόθεσις τοῦ χαρτονάνου Τσεπτσένης, ἀπεστάλη πρὸς τὴν Εἰσαγγελίαν.	[10, 546, 246, 591]
section-rule	[1038, 910, 1590, 913]
ad-headline: ΓΑΛΟΤΣΕΣ	[830, 1050, 978, 1079]
column-rule	[517, 46, 518, 2220]
section-heading: ΑΙ ΑΠΟΚΡΕΩ	[25, 604, 231, 638]
column-1	[10, 46, 246, 2220]
news-two-column	[1038, 260, 1590, 506]
column-rule	[1314, 260, 1315, 506]
article-paragraph: Φαίνεται ὅτι ἤλπισε στηριζόμενος ἐπὶ τῆς Φιλελευθέρας Ἑνώσεως νὰ κατισχύσῃ ἐν τῇ Βουλῇ. Τὰ τελευταῖα γεγονότα ἀποδεικνύουσιν ὅτι ἡ πραγματικὴ ἰσχὺς παρέμεινεν ἐν Κωνσταντινουπόλει πάντοτε εἰς τὰς χεῖρας τοῦ Κομιτάτου.	[1324, 1274, 1590, 1360]
dispatch-paragraph: ΠΕΤΡΟΥΠΟΛΙΣ, 7 Φεβρουαρίου.—Ὁ ἀρχιεπίσκοπος Ἀρχάγγελσκ ἐσχηματίσθη αὐτοτελὴς ἐπιτροπὴ παρὰ τῇ Ἱερᾷ Συνόδῳ.	[1038, 844, 1304, 901]
